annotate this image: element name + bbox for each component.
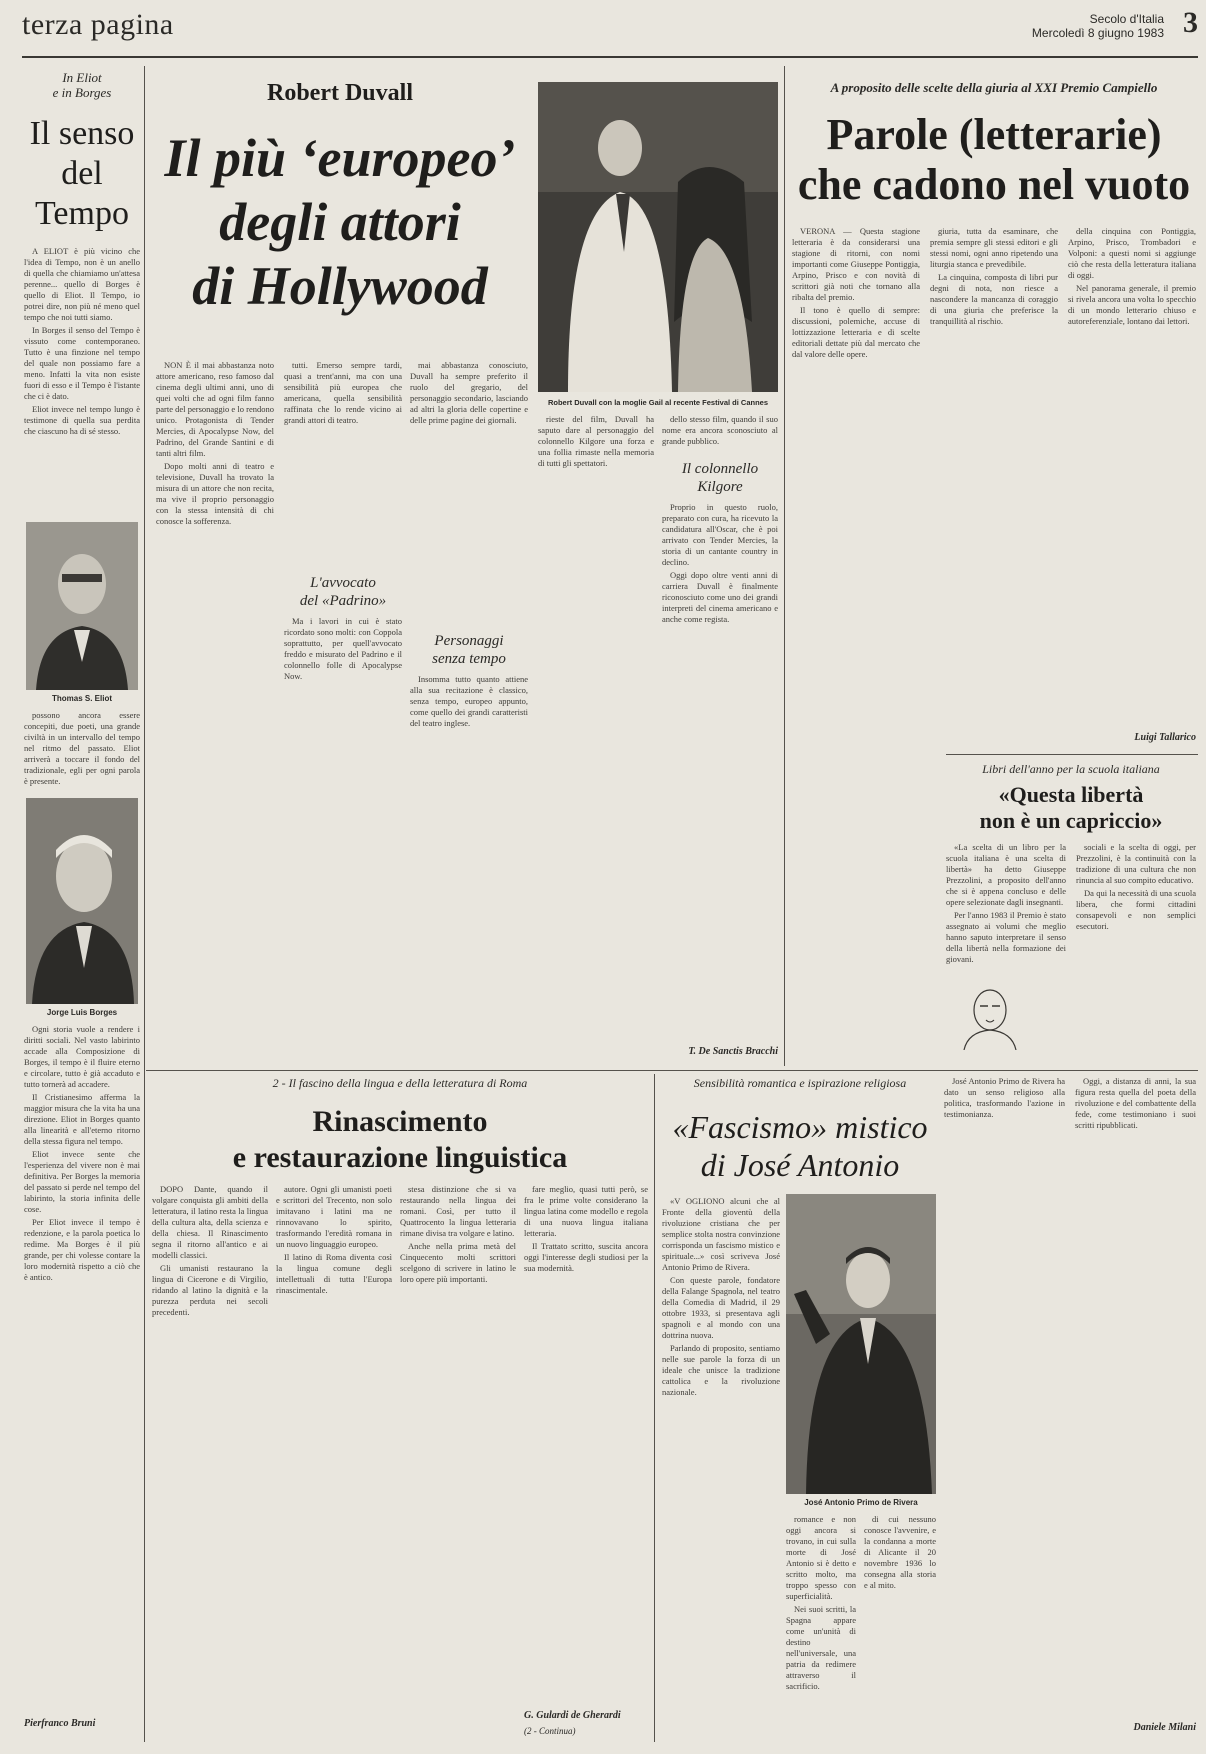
headline-line: e restaurazione linguistica (232, 1141, 568, 1174)
sketch-image (950, 980, 1030, 1050)
page-number: 3 (1183, 6, 1198, 39)
paragraph: romance e non oggi ancora si trovano, in cui sulla morte di José Antonio si è detto e scritto molto, ma troppo spesso con superficialità. (786, 1514, 856, 1601)
paragraph: mai abbastanza conosciuto, Duvall ha sempre preferito il ruolo del gregario, del personaggio secondario, lasciando ad altri la gloria delle copertine e delle prime pagine dei giornali. (410, 360, 528, 425)
liberta-column-2 (1076, 842, 1196, 1052)
borges-portrait (26, 798, 138, 1004)
duvall-photo (538, 82, 778, 392)
fascismo-column-2 (786, 1514, 856, 1738)
headline-line: Il senso (29, 115, 135, 152)
paragraph: Eliot invece nel tempo lungo è testimone di quella sua perdita che ciascuno ha di sé stesso. (24, 404, 140, 436)
paragraph: Ma i lavori in cui è stato ricordato sono molti: con Coppola soprattutto, per quell'avvocato freddo e misurato del Padrino e il colonnello folle di Apocalypse Now. (284, 616, 402, 681)
kicker-line: e in Borges (52, 85, 112, 100)
headline-line: degli attori (219, 192, 461, 252)
campiello-kicker: A proposito delle scelte della giuria al XXI Premio Campiello (830, 80, 1158, 95)
column-rule (654, 1074, 655, 1742)
paragraph: stesa distinzione che si va restaurando nella lingua dei romani. Così, per tutto il Quattrocento la lingua letteraria rimane divisa tra volgare e latino. (400, 1184, 516, 1238)
paragraph: Il Trattato scritto, suscita ancora oggi l'interesse degli studiosi per la sua modernità. (524, 1241, 648, 1273)
prezzolini-sketch (950, 980, 1030, 1050)
paragraph: José Antonio Primo de Rivera ha dato un senso religioso alla politica, trasformando l'azione in testimonianza. (944, 1076, 1065, 1119)
campiello-headline (790, 110, 1198, 210)
paragraph: Gli umanisti restaurano la lingua di Cicerone e di Virgilio, ridando al latino la dignità e la purezza perduta nei secoli precedenti. (152, 1263, 268, 1317)
paragraph: Oggi dopo oltre venti anni di carriera Duvall è finalmente riconosciuto come uno dei grandi interpreti del cinema americano e anche come regista. (662, 570, 778, 624)
paragraph: Ogni storia vuole a rendere i diritti sociali. Nel vasto labirinto accade alla Composizione di Borges, il tempo è il fluire eterno e circolare, tutto è già accaduto e tutto tornerà ad accadere. (24, 1024, 140, 1089)
campiello-author: Luigi Tallarico (1134, 732, 1196, 743)
paragraph: Da qui la necessità di una scuola libera, che formi cittadini consapevoli e non semplici esecutori. (1076, 888, 1196, 931)
duvall-column-4 (538, 414, 654, 1052)
paragraph: Per l'anno 1983 il Premio è stato assegnato ai volumi che meglio hanno saputo interpretare il senso della libertà nella formazione dei giovani. (946, 910, 1066, 964)
paragraph: sociali e la scelta di oggi, per Prezzolini, è la continuità con la tradizione di una cultura che non rinuncia al suo compito educativo. (1076, 842, 1196, 885)
masthead-paper (1032, 12, 1164, 40)
headline-line: di José Antonio (700, 1147, 900, 1183)
duvall-headline (150, 126, 530, 318)
paragraph: Anche nella prima metà del Cinquecento molti scrittori scelgono di scrivere in latino le loro opere più importanti. (400, 1241, 516, 1284)
duvall-subhead-personaggi (410, 632, 528, 668)
paragraph: rieste del film, Duvall ha saputo dare al personaggio del colonnello Kilgore una forza e una follia rimaste nella memoria di tutti gli spettatori. (538, 414, 654, 468)
rinascimento-column-3 (400, 1184, 516, 1724)
headline-line: di Hollywood (192, 256, 488, 316)
rinascimento-column-1 (152, 1184, 268, 1724)
rinascimento-column-4 (524, 1184, 648, 1704)
paragraph: di cui nessuno conosce l'avvenire, e la condanna a morte di Alicante il 20 novembre 1936 lo consegna alla storia e al mito. (864, 1514, 936, 1590)
paragraph: Con queste parole, fondatore della Falange Spagnola, nel teatro della Comedia di Madrid, il 29 ottobre 1933, si presentava agli spagnoli e al mondo con una dottrina nuova. (662, 1275, 780, 1340)
duvall-kicker: Robert Duvall (267, 80, 413, 106)
section-title: terza pagina (22, 8, 174, 41)
paragraph: NON È il mai abbastanza noto attore americano, reso famoso dal cinema degli ultimi anni, uno di quei volti che ad ogni film fanno parte del personaggio e lo rendono unico. Protagonista di Tender Mercies, di Apocalypse Now, del Padrino, del Grande Santini e di tanti altri film. (156, 360, 274, 458)
paragraph: A ELIOT è più vicino che l'idea di Tempo, non è un anello di quella che chiamiamo un'attesa perenne... quello di Borges è quello di Eliot. Il Tempo, io potrei dire, non più né meno quel tempo che noi tutti siamo. (24, 246, 140, 322)
paragraph: Nei suoi scritti, la Spagna appare come un'unità di destino nell'universale, una patria da redimere attraverso il sacrificio. (786, 1604, 856, 1691)
paragraph: Eliot invece sente che l'esperienza del vivere non è mai definitiva. Per Borges la memoria del passato si perde nel tempo del labirinto, la storia infinita delle cose. (24, 1149, 140, 1214)
paragraph: Insomma tutto quanto attiene alla sua recitazione è classico, senza tempo, europeo appunto, come quello dei grandi caratteristi del teatro inglese. (410, 674, 528, 728)
paragraph: giuria, tutta da esaminare, che premia sempre gli stessi editori e gli stessi nomi, ogni anno ripetendo una liturgia stanca e prevedibile. (930, 226, 1058, 269)
paragraph: La cinquina, composta di libri pur degni di nota, non riesce a nascondere la mancanza di coraggio di una giuria che preferisce la tranquillità al rischio. (930, 272, 1058, 326)
duvall-column-2b (284, 616, 402, 1052)
campiello-column-3 (1068, 226, 1196, 726)
paragraph: Il latino di Roma diventa così la lingua comune degli intellettuali di tutta l'Europa rinascimentale. (276, 1252, 392, 1295)
headline-line: Rinascimento (312, 1105, 488, 1138)
headline-line: del (61, 155, 103, 192)
paragraph: fare meglio, quasi tutti però, se fra le prime volte considerano la lingua latina come modello e regola di una nuova lingua italiana letteraria. (524, 1184, 648, 1238)
eliot-portrait (26, 522, 138, 690)
campiello-column-1 (792, 226, 920, 746)
paragraph: Il tono è quello di sempre: discussioni, polemiche, accuse di lottizzazione letteraria e di scelte editoriali dettate più dal mercato che dal valore delle opere. (792, 305, 920, 359)
campiello-column-2 (930, 226, 1058, 746)
duvall-subhead-avvocato (284, 574, 402, 610)
eliot-text-block (24, 246, 140, 516)
issue-date: Mercoledì 8 giugno 1983 (1031, 26, 1164, 40)
duvall-author: T. De Sanctis Bracchi (688, 1046, 778, 1057)
eliot-text-block (24, 710, 140, 790)
duvall-column-5 (662, 414, 778, 456)
fascismo-author: Daniele Milani (1133, 1722, 1196, 1733)
borges-caption: Jorge Luis Borges (46, 1008, 118, 1017)
section-rule (146, 1070, 1198, 1071)
eliot-author: Pierfranco Bruni (24, 1718, 96, 1729)
masthead (22, 6, 1198, 58)
paragraph: VERONA — Questa stagione letteraria è da considerarsi una stagione di ritorni, con nomi importanti come Giuseppe Pontiggia, Arpino, Prisco e con novità di scrittori già noti che tornano alla ribalta del premio. (792, 226, 920, 302)
paragraph: DOPO Dante, quando il volgare conquista gli ambiti della letteratura, il latino resta la lingua della cultura alta, della scienza e della chiesa. Il Rinascimento segna il ritorno all'antico e ai modelli classici. (152, 1184, 268, 1260)
eliot-headline (22, 114, 142, 234)
subhead-line: senza tempo (432, 651, 506, 667)
portrait-image (26, 522, 138, 690)
paragraph: «V OGLIONO alcuni che al Fronte della gioventù della rivoluzione cristiana che per semplice stolta nostra convinzione corrisponda un fascismo mistico e spirituale...» così scriveva José Antonio Primo de Rivera. (662, 1196, 780, 1272)
rinascimento-kicker: 2 - Il fascino della lingua e della letteratura di Roma (272, 1076, 528, 1090)
eliot-text-block (24, 1024, 140, 1714)
fascismo-column-4 (944, 1076, 1196, 1708)
duvall-subhead-kilgore (662, 460, 778, 496)
headline-line: non è un capriccio» (979, 808, 1163, 833)
paragraph: Parlando di proposito, sentiamo nelle sue parole la forza di un ideale che unisce la tradizione cattolica e la rivoluzione nazionale. (662, 1343, 780, 1397)
eliot-caption: Thomas S. Eliot (51, 694, 112, 703)
section-rule (946, 754, 1198, 755)
jose-antonio-photo (786, 1194, 936, 1494)
paragraph: della cinquina con Pontiggia, Arpino, Prisco, Trombadori e Volponi: a questi nomi si aggiunge ciò che resta della letteratura italiana di oggi. (1068, 226, 1196, 280)
duvall-column-1 (156, 360, 274, 1052)
subhead-line: L'avvocato (310, 575, 376, 591)
headline-line: Tempo (35, 195, 129, 232)
fascismo-kicker: Sensibilità romantica e ispirazione religiosa (693, 1076, 907, 1090)
rinascimento-continues: (2 - Continua) (524, 1726, 576, 1736)
duvall-column-3b (410, 674, 528, 1052)
paragraph: tutti. Emerso sempre tardi, quasi a trent'anni, ma con una sensibilità più europea che americana, quella sensibilità raffinata che lo rende vicino ai grandi attori di teatro. (284, 360, 402, 425)
rinascimento-author: G. Gulardi de Gherardi (524, 1710, 621, 1721)
paragraph: Dopo molti anni di teatro e televisione, Duvall ha trovato la misura di un attore che non recita, ma vive il proprio personaggio con la stessa intensità di chi conosce la sofferenza. (156, 461, 274, 526)
duvall-photo-caption: Robert Duvall con la moglie Gail al recente Festival di Cannes (547, 398, 769, 407)
paragraph: Oggi, a distanza di anni, la sua figura resta quella del poeta della rivoluzione e del combattente della fede, come testimoniano i suoi scritti ripubblicati. (1075, 1076, 1196, 1130)
paragraph: dello stesso film, quando il suo nome era ancora sconosciuto al grande pubblico. (662, 414, 778, 446)
rinascimento-headline (150, 1104, 650, 1176)
subhead-line: del «Padrino» (299, 593, 387, 609)
subhead-line: Il colonnello (681, 461, 759, 477)
paragraph: In Borges il senso del Tempo è vissuto come contemporaneo. Tutto è una finzione nel tempo del quale non possiamo fare a meno. Infatti la vita non esiste fuori di esso e il Tempo è l'istante che ci è dato. (24, 325, 140, 401)
paragraph: Il Cristianesimo afferma la maggior misura che la vita ha una direzione. Eliot in Borges quanto alla linearità e all'eterno ritorno della stessa figura nel tempo. (24, 1092, 140, 1146)
photo-image (538, 82, 778, 392)
liberta-headline (944, 782, 1198, 834)
paragraph: Per Eliot invece il tempo è redenzione, e la parola poetica lo redime. Ma Borges è il più grande, per chi volesse contare la loro modernità rispetto a ciò che è antico. (24, 1217, 140, 1282)
jose-antonio-caption: José Antonio Primo de Rivera (804, 1498, 918, 1507)
portrait-image (26, 798, 138, 1004)
column-rule (784, 66, 785, 1066)
paper-name: Secolo d'Italia (1089, 12, 1164, 26)
duvall-column-5b (662, 502, 778, 1032)
paragraph: «La scelta di un libro per la scuola italiana è una scelta di libertà» ha detto Giuseppe Prezzolini, a proposito dell'anno che si è appena concluso e delle opere selezionate dagli insegnanti. (946, 842, 1066, 907)
rinascimento-column-2 (276, 1184, 392, 1724)
subhead-line: Personaggi (434, 633, 504, 649)
kicker-line: In Eliot (62, 70, 102, 85)
paragraph: possono ancora essere concepiti, due poeti, una grande civiltà in un intervallo del tempo nel ritmo del passato. Eliot arriverà a toccare il fondo del tradizionale, egli per ogni parola è presente. (24, 710, 140, 786)
fascismo-column-1 (662, 1196, 780, 1736)
liberta-kicker: Libri dell'anno per la scuola italiana (982, 762, 1160, 776)
headline-line: Il più ‘europeo’ (164, 128, 516, 188)
fascismo-headline (660, 1108, 940, 1184)
fascismo-column-3 (864, 1514, 936, 1738)
headline-line: «Questa libertà (998, 782, 1144, 807)
headline-line: che cadono nel vuoto (797, 160, 1191, 209)
subhead-line: Kilgore (697, 479, 743, 495)
paragraph: Proprio in questo ruolo, preparato con cura, ha ricevuto la candidatura all'Oscar, che è poi arrivato con Tender Mercies, la storia di un cantante country in declino. (662, 502, 778, 567)
photo-image (786, 1194, 936, 1494)
eliot-kicker (24, 70, 140, 100)
column-rule (144, 66, 145, 1742)
duvall-column-2 (284, 360, 402, 570)
paragraph: autore. Ogni gli umanisti poeti e scrittori del Trecento, non solo imitavano i latini ma ne rinnovavano lo spirito, trasformando l'eredità romana in un nuovo linguaggio europeo. (276, 1184, 392, 1249)
headline-line: Parole (letterarie) (826, 110, 1162, 159)
headline-line: «Fascismo» mistico (672, 1109, 928, 1145)
paragraph: Nel panorama generale, il premio si rivela ancora una volta lo specchio di un mondo letterario chiuso e autoreferenziale, lontano dai lettori. (1068, 283, 1196, 326)
duvall-column-3 (410, 360, 528, 630)
